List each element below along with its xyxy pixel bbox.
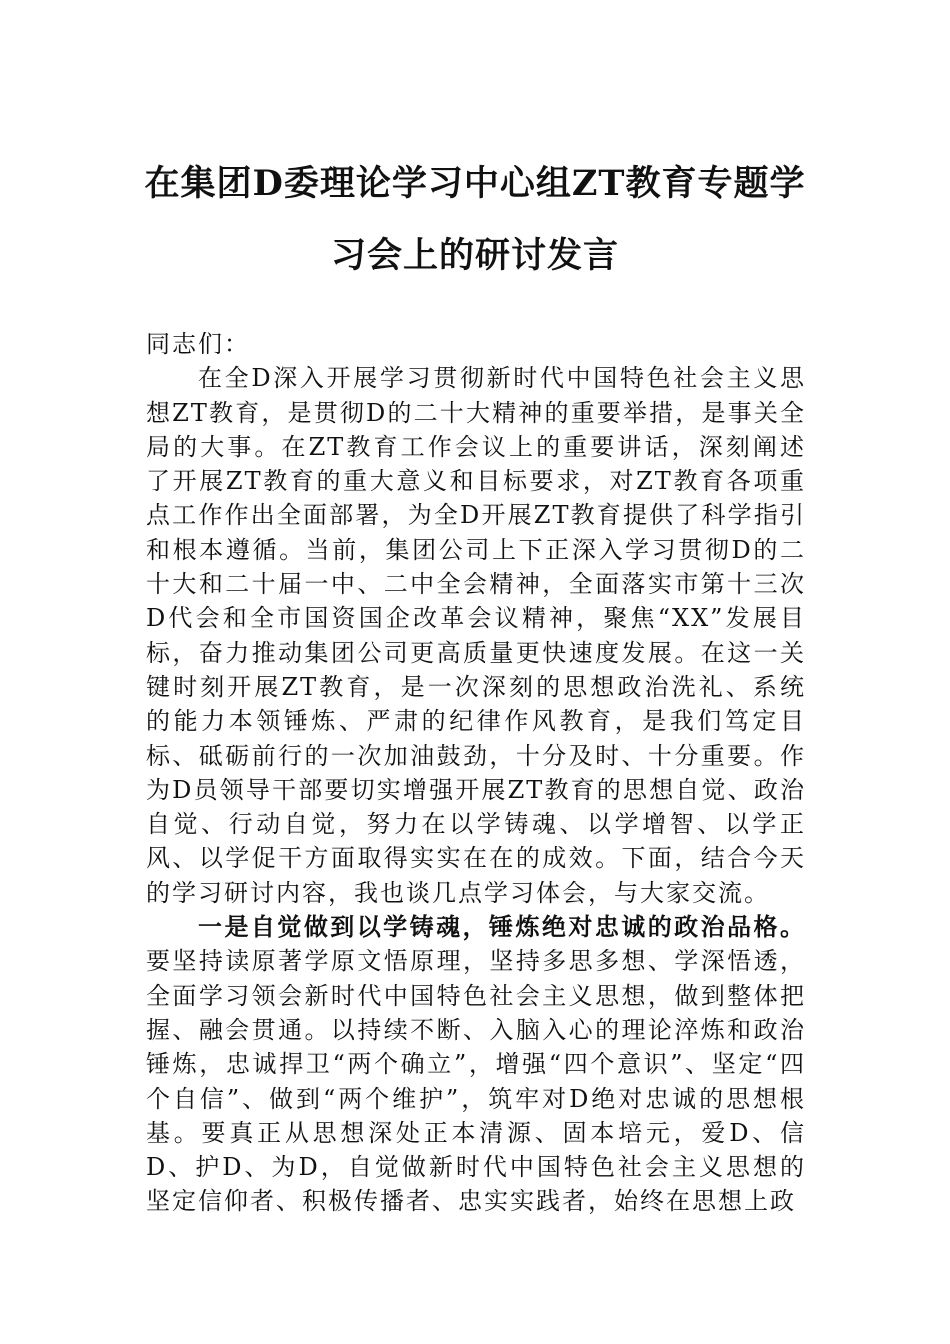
paragraph-intro [146, 361, 806, 910]
paragraph-text: 要坚持读原著学原文悟原理，坚持多思多想、学深悟透，全面学习领会新时代中国特色社会主义思想，做到整体把握、融会贯通。以持续不断、入脑入心的理论淬炼和政治锤炼，忠诚捍卫“两个确立”，增强“四个意识”、坚定“四个自信”、做到“两个维护”，筑牢对D绝对忠诚的思想根基。要真正从思想深处正本清源、固本培元，爱D、信D、护D、为D，自觉做新时代中国特色社会主义思想的坚定信仰者、积极传播者、忠实实践者，始终在思想上政 [146, 947, 806, 1216]
paragraph-point-one [146, 910, 806, 1219]
document-body [146, 327, 806, 1219]
document-title: 在集团D委理论学习中心组ZT教育专题学习会上的研讨发言 [144, 163, 806, 276]
salutation: 同志们： [146, 330, 250, 358]
paragraph-lead-heading: 一是自觉做到以学铸魂，锤炼绝对忠诚的政治品格。 [198, 912, 806, 942]
paragraph-text: 在全D深入开展学习贯彻新时代中国特色社会主义思想ZT教育，是贯彻D的二十大精神的重要举措，是事关全局的大事。在ZT教育工作会议上的重要讲话，深刻阐述了开展ZT教育的重大意义和目标要求，对ZT教育各项重点工作作出全面部署，为全D开展ZT教育提供了科学指引和根本遵循。当前，集团公司上下正深入学习贯彻D的二十大和二十届一中、二中全会精神，全面落实市第十三次D代会和全市国资国企改革会议精神，聚焦“XX”发展目标，奋力推动集团公司更高质量更快速度发展。在这一关键时刻开展ZT教育，是一次深刻的思想政治洗礼、系统的能力本领锤炼、严肃的纪律作风教育，是我们笃定目标、砥砺前行的一次加油鼓劲，十分及时、十分重要。作为D员领导干部要切实增强开展ZT教育的思想自觉、政治自觉、行动自觉，努力在以学铸魂、以学增智、以学正风、以学促干方面取得实实在在的成效。下面，结合今天的学习研讨内容，我也谈几点学习体会，与大家交流。 [146, 364, 806, 907]
